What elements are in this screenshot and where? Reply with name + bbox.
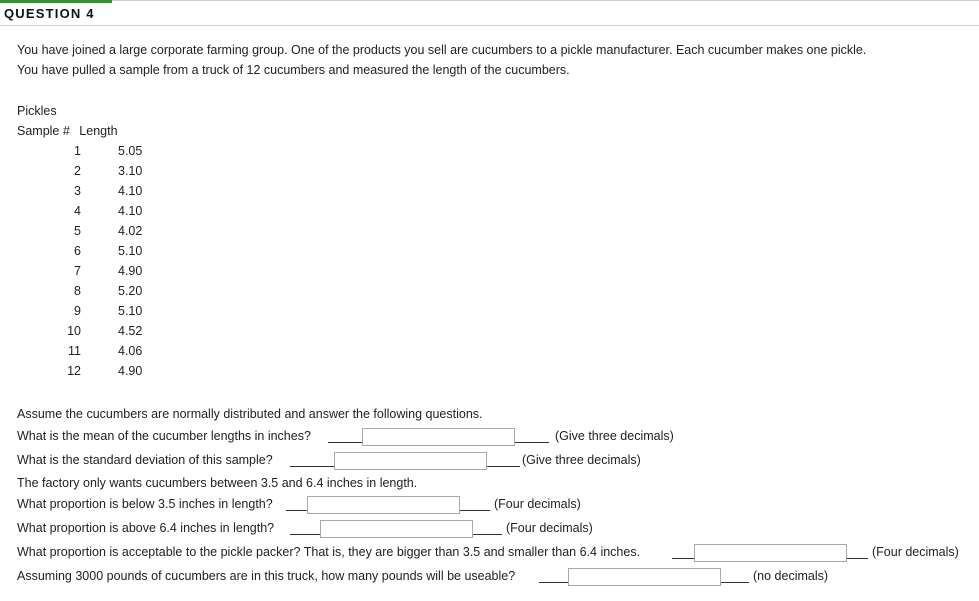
question-above-label: What proportion is above 6.4 inches in length?: [17, 521, 275, 535]
sample-number: 11: [68, 344, 81, 358]
sample-number: 5: [74, 224, 81, 238]
intro-line-1: You have joined a large corporate farming group. One of the products you sell are cucumbers to a pickle manufacturer. Each cucumber makes one pickle.: [17, 43, 867, 57]
acceptable-answer-input[interactable]: [694, 544, 847, 562]
sample-number: 2: [74, 164, 81, 178]
sample-number: 8: [74, 284, 81, 298]
stddev-answer-input[interactable]: [334, 452, 487, 470]
instructions-text: Assume the cucumbers are normally distributed and answer the following questions.: [17, 407, 483, 421]
table-row: [0, 304, 200, 324]
below-answer-input[interactable]: [307, 496, 460, 514]
question-below-label: What proportion is below 3.5 inches in length?: [17, 497, 273, 511]
sample-length: 4.90: [118, 264, 143, 278]
sample-length: 4.02: [118, 224, 143, 238]
question-acceptable-label: What proportion is acceptable to the pickle packer? That is, they are bigger than 3.5 and smaller than 6.4 inches.: [17, 545, 641, 559]
question-title: QUESTION 4: [4, 6, 95, 21]
question-mean-label: What is the mean of the cucumber lengths in inches?: [17, 429, 311, 443]
table-row: [0, 244, 200, 264]
sample-number: 3: [74, 184, 81, 198]
sample-length: 5.10: [118, 304, 143, 318]
acceptable-hint: (Four decimals): [872, 545, 959, 559]
sample-number: 9: [74, 304, 81, 318]
intro-text: [17, 40, 866, 80]
sample-length: 4.10: [118, 184, 143, 198]
sample-length: 4.10: [118, 204, 143, 218]
column-header-sample: Sample #: [17, 124, 70, 138]
above-hint: (Four decimals): [506, 521, 593, 535]
sample-number: 10: [67, 324, 81, 338]
sample-length: 3.10: [118, 164, 143, 178]
table-row: [0, 224, 200, 244]
stddev-hint: (Give three decimals): [522, 453, 641, 467]
mean-hint: (Give three decimals): [555, 429, 674, 443]
table-row: [0, 204, 200, 224]
below-hint: (Four decimals): [494, 497, 581, 511]
question-stddev-label: What is the standard deviation of this sample?: [17, 453, 273, 467]
table-label: Pickles: [17, 104, 57, 118]
sample-length: 5.05: [118, 144, 143, 158]
sample-length: 5.20: [118, 284, 143, 298]
table-header: [17, 124, 118, 138]
intro-line-2: You have pulled a sample from a truck of 12 cucumbers and measured the length of the cucumbers.: [17, 63, 570, 77]
sample-number: 7: [74, 264, 81, 278]
table-row: [0, 264, 200, 284]
sample-length: 5.10: [118, 244, 143, 258]
table-row: [0, 184, 200, 204]
sample-length: 4.06: [118, 344, 143, 358]
sample-number: 6: [74, 244, 81, 258]
question-header: [0, 0, 979, 26]
sample-number: 4: [74, 204, 81, 218]
sample-number: 12: [67, 364, 81, 378]
header-accent-bar: [0, 0, 112, 3]
sample-length: 4.52: [118, 324, 143, 338]
useable-pounds-answer-input[interactable]: [568, 568, 721, 586]
table-row: [0, 284, 200, 304]
sample-number: 1: [74, 144, 81, 158]
table-row: [0, 164, 200, 184]
mean-answer-input[interactable]: [362, 428, 515, 446]
table-row: [0, 364, 200, 384]
table-row: [0, 324, 200, 344]
table-row: [0, 344, 200, 364]
factory-requirement-text: The factory only wants cucumbers between 3.5 and 6.4 inches in length.: [17, 476, 418, 490]
useable-pounds-hint: (no decimals): [753, 569, 829, 583]
column-header-length: Length: [79, 124, 118, 138]
above-answer-input[interactable]: [320, 520, 473, 538]
sample-length: 4.90: [118, 364, 143, 378]
table-row: [0, 144, 200, 164]
question-useable-pounds-label: Assuming 3000 pounds of cucumbers are in this truck, how many pounds will be useable?: [17, 569, 516, 583]
